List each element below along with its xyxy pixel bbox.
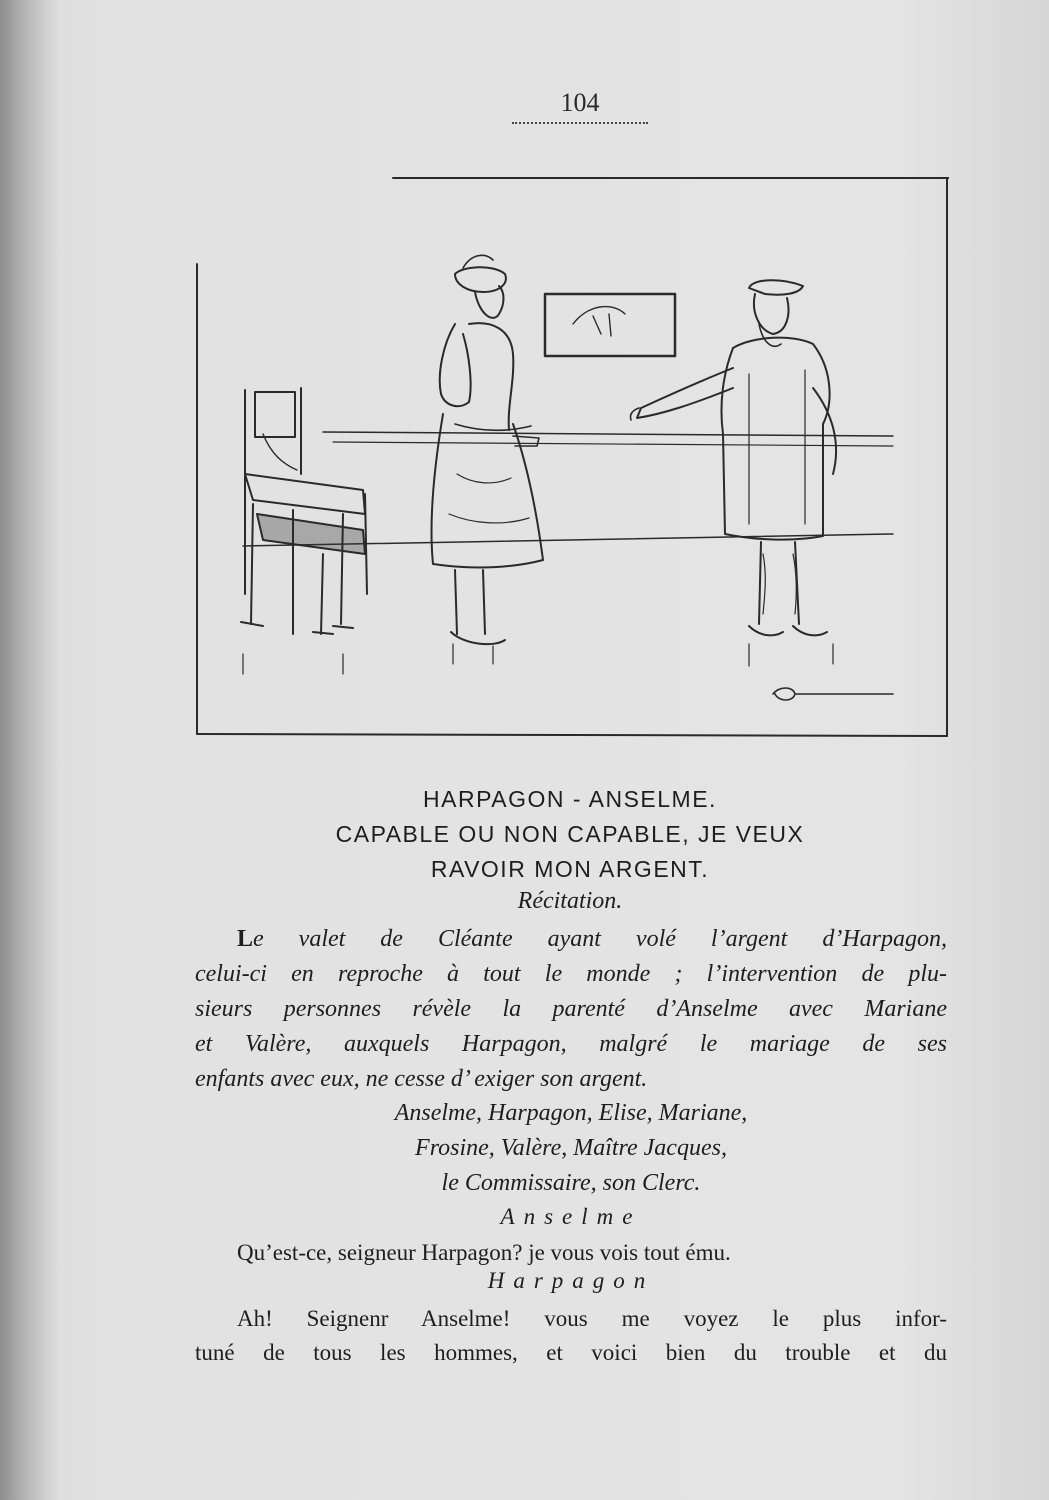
summary-line-1: Le valet de Cléante ayant volé l’argent d’Harpagon,: [237, 926, 947, 952]
dialogue-harpagon: [195, 1302, 947, 1370]
summary-line-3: sieurs personnes révèle la parenté d’Anselme avec Mariane: [195, 996, 947, 1022]
speaker-anselme: Anselme: [500, 1204, 642, 1229]
figure-left: [431, 255, 543, 644]
illustration-harpagon-anselme: [193, 174, 949, 740]
dialogue-line: Qu’est-ce, seigneur Harpagon? je vous vois tout ému.: [237, 1240, 731, 1265]
figure-right: [630, 280, 836, 635]
character-line-1: Anselme, Harpagon, Elise, Mariane,: [394, 1100, 748, 1126]
character-list: [195, 1096, 947, 1201]
character-line-3: le Commissaire, son Clerc.: [441, 1170, 701, 1196]
summary-paragraph: [195, 922, 947, 1097]
page-number-rule: [512, 122, 648, 124]
summary-initial: L: [237, 926, 254, 952]
speaker-harpagon: Harpagon: [487, 1268, 655, 1293]
caption-line-2: CAPABLE OU NON CAPABLE, JE VEUX: [335, 821, 805, 847]
dialogue-anselme: [195, 1236, 947, 1270]
caption-line-1: HARPAGON - ANSELME.: [423, 786, 717, 812]
dialogue-line: tuné de tous les hommes, et voici bien du trouble et du: [195, 1340, 947, 1365]
page-number: 104: [560, 88, 600, 117]
summary-line-5: enfants avec eux, ne cesse d’ exiger son argent.: [195, 1066, 648, 1092]
gutter-shadow: [0, 0, 60, 1500]
chair: [241, 388, 367, 634]
caption-line-3: RAVOIR MON ARGENT.: [430, 856, 710, 882]
summary-line-4: et Valère, auxquels Harpagon, malgré le mariage de ses: [195, 1031, 947, 1057]
character-line-2: Frosine, Valère, Maître Jacques,: [415, 1135, 727, 1161]
summary-line-2: celui-ci en reproche à tout le monde ; l’intervention de plu-: [195, 961, 947, 987]
frame-bottom: [197, 734, 947, 736]
dialogue-line: Ah! Seignenr Anselme! vous me voyez le plus infor-: [237, 1306, 947, 1331]
genre-label: Récitation.: [517, 888, 623, 914]
